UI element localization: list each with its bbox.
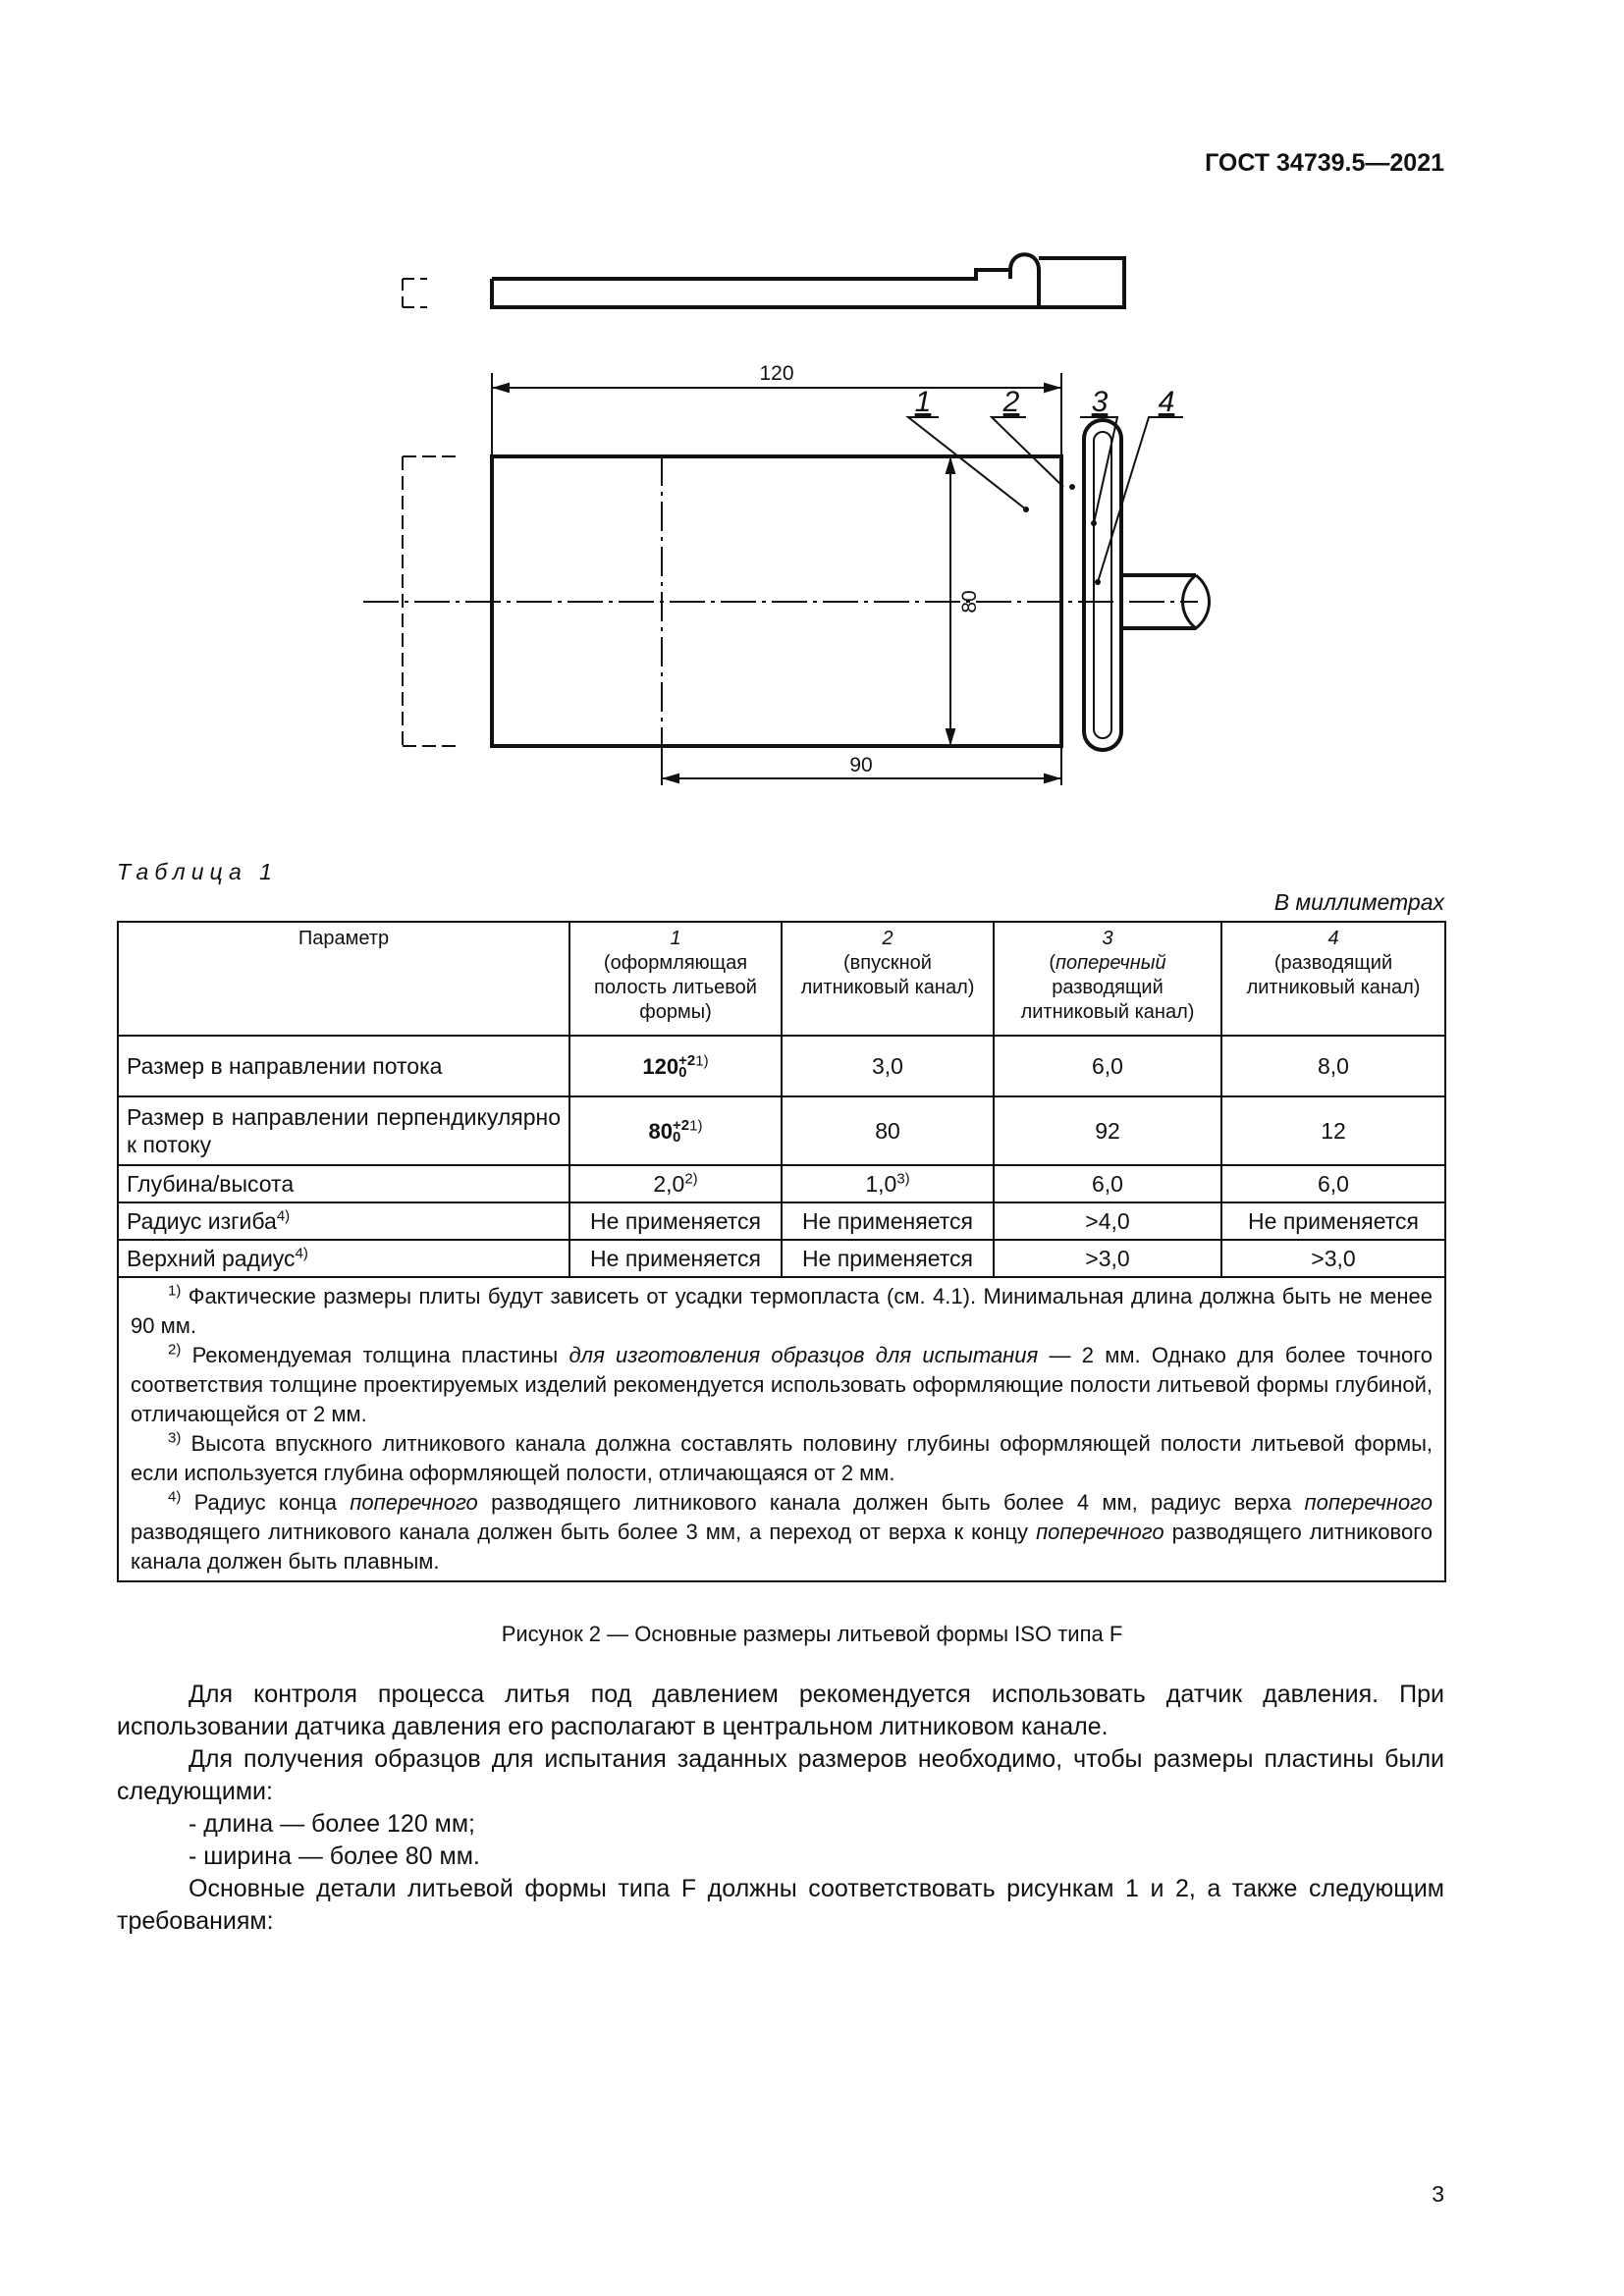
table-row (118, 1096, 1445, 1165)
header-param: Параметр (118, 922, 569, 1036)
paragraph: Для контроля процесса литья под давлением рекомендуется использовать датчик давления. При использовании датчика давления его располагают в центральном литниковом канале. (117, 1681, 1444, 1740)
row-value: Не применяется (569, 1240, 782, 1277)
table-row (118, 1202, 1445, 1240)
callout-2: 2 (1002, 386, 1020, 418)
row-param: Размер в направлении перпендикулярно к потоку (118, 1096, 569, 1165)
row-value: 8,0 (1221, 1036, 1445, 1096)
body-text (117, 1679, 1444, 1938)
table-row (118, 1165, 1445, 1202)
header-col-1: 1 (оформляющая полость литьевой формы) (569, 922, 782, 1036)
row-value: 120+2 0$^{1)}$ (569, 1036, 782, 1096)
dim-90-label: 90 (849, 754, 873, 776)
row-value: 6,0 (1221, 1165, 1445, 1202)
row-param: Глубина/высота (118, 1165, 569, 1202)
table-header-row (118, 922, 1445, 1036)
row-value: 2,0$^{2)}$ (569, 1165, 782, 1202)
table-row (118, 1036, 1445, 1096)
row-value: 1,0$^{3)}$ (782, 1165, 994, 1202)
runner-outline (1084, 420, 1121, 750)
figure-caption: Рисунок 2 — Основные размеры литьевой формы ISO типа F (501, 1622, 1123, 1646)
row-value: 6,0 (994, 1036, 1221, 1096)
row-param: Размер в направлении потока (118, 1036, 569, 1096)
paragraph: Для получения образцов для испытания заданных размеров необходимо, чтобы размеры пластины были следующими: (117, 1745, 1444, 1805)
dim-120-label: 120 (759, 362, 794, 385)
row-value: >4,0 (994, 1202, 1221, 1240)
units-note: В миллиметрах (1273, 889, 1444, 915)
parameters-table (117, 921, 1446, 1582)
row-value: Не применяется (782, 1202, 994, 1240)
row-value: 3,0 (782, 1036, 994, 1096)
row-value: Не применяется (782, 1240, 994, 1277)
table-notes (118, 1277, 1445, 1581)
row-value: >3,0 (994, 1240, 1221, 1277)
side-view (403, 254, 1124, 307)
table-notes-row (118, 1277, 1445, 1581)
footnote-4: $^{4)}$ Радиус конца поперечного разводящего литникового канала должен быть более 4 мм, радиус верха поперечного разводящего литникового канала должен быть более 3 мм, а переход от верха к концу поперечного разводящего литникового канала должен быть плавным. (131, 1488, 1433, 1574)
row-value: 80 (782, 1096, 994, 1165)
table-row (118, 1240, 1445, 1277)
footnote-2: $^{2)}$ Рекомендуемая толщина пластины для изготовления образцов для испытания — 2 мм. Однако для более точного соответствия толщине проектируемых изделий рекомендуется использовать оформляющие полости литьевой формы глубиной, отличающейся от 2 мм. (131, 1341, 1433, 1426)
callout-3: 3 (1091, 386, 1109, 418)
dim-80-label: 80 (958, 590, 981, 614)
table-label: Таблица 1 (117, 859, 278, 884)
list-item: - длина — более 120 мм; (189, 1810, 476, 1838)
callout-4: 4 (1158, 386, 1175, 418)
list-item: - ширина — более 80 мм. (189, 1842, 480, 1870)
header-col-3: 3 (поперечный разводящий литниковый канал) (994, 922, 1221, 1036)
document-header: ГОСТ 34739.5—2021 (1205, 149, 1444, 177)
row-param: Верхний радиус$^{4)}$ (118, 1240, 569, 1277)
row-value: 92 (994, 1096, 1221, 1165)
callout-1: 1 (914, 386, 932, 418)
header-col-2: 2 (впускной литниковый канал) (782, 922, 994, 1036)
row-param: Радиус изгиба$^{4)}$ (118, 1202, 569, 1240)
footnote-1: $^{1)}$ Фактические размеры плиты будут зависеть от усадки термопласта (см. 4.1). Минимальная длина должна быть не менее 90 мм. (131, 1282, 1433, 1338)
row-value: 80+2 0$^{1)}$ (569, 1096, 782, 1165)
row-value: Не применяется (1221, 1202, 1445, 1240)
header-col-4: 4 (разводящий литниковый канал) (1221, 922, 1445, 1036)
row-value: Не применяется (569, 1202, 782, 1240)
paragraph: Основные детали литьевой формы типа F должны соответствовать рисункам 1 и 2, а также следующим требованиям: (117, 1875, 1444, 1935)
row-value: 12 (1221, 1096, 1445, 1165)
row-value: >3,0 (1221, 1240, 1445, 1277)
row-value: 6,0 (994, 1165, 1221, 1202)
mold-drawing (403, 236, 1175, 825)
page-number: 3 (1432, 2181, 1444, 2207)
footnote-3: $^{3)}$ Высота впускного литникового канала должна составлять половину глубины оформляющей полости литьевой формы, если используется глубина оформляющей полости, отличающаяся от 2 мм. (131, 1429, 1433, 1485)
